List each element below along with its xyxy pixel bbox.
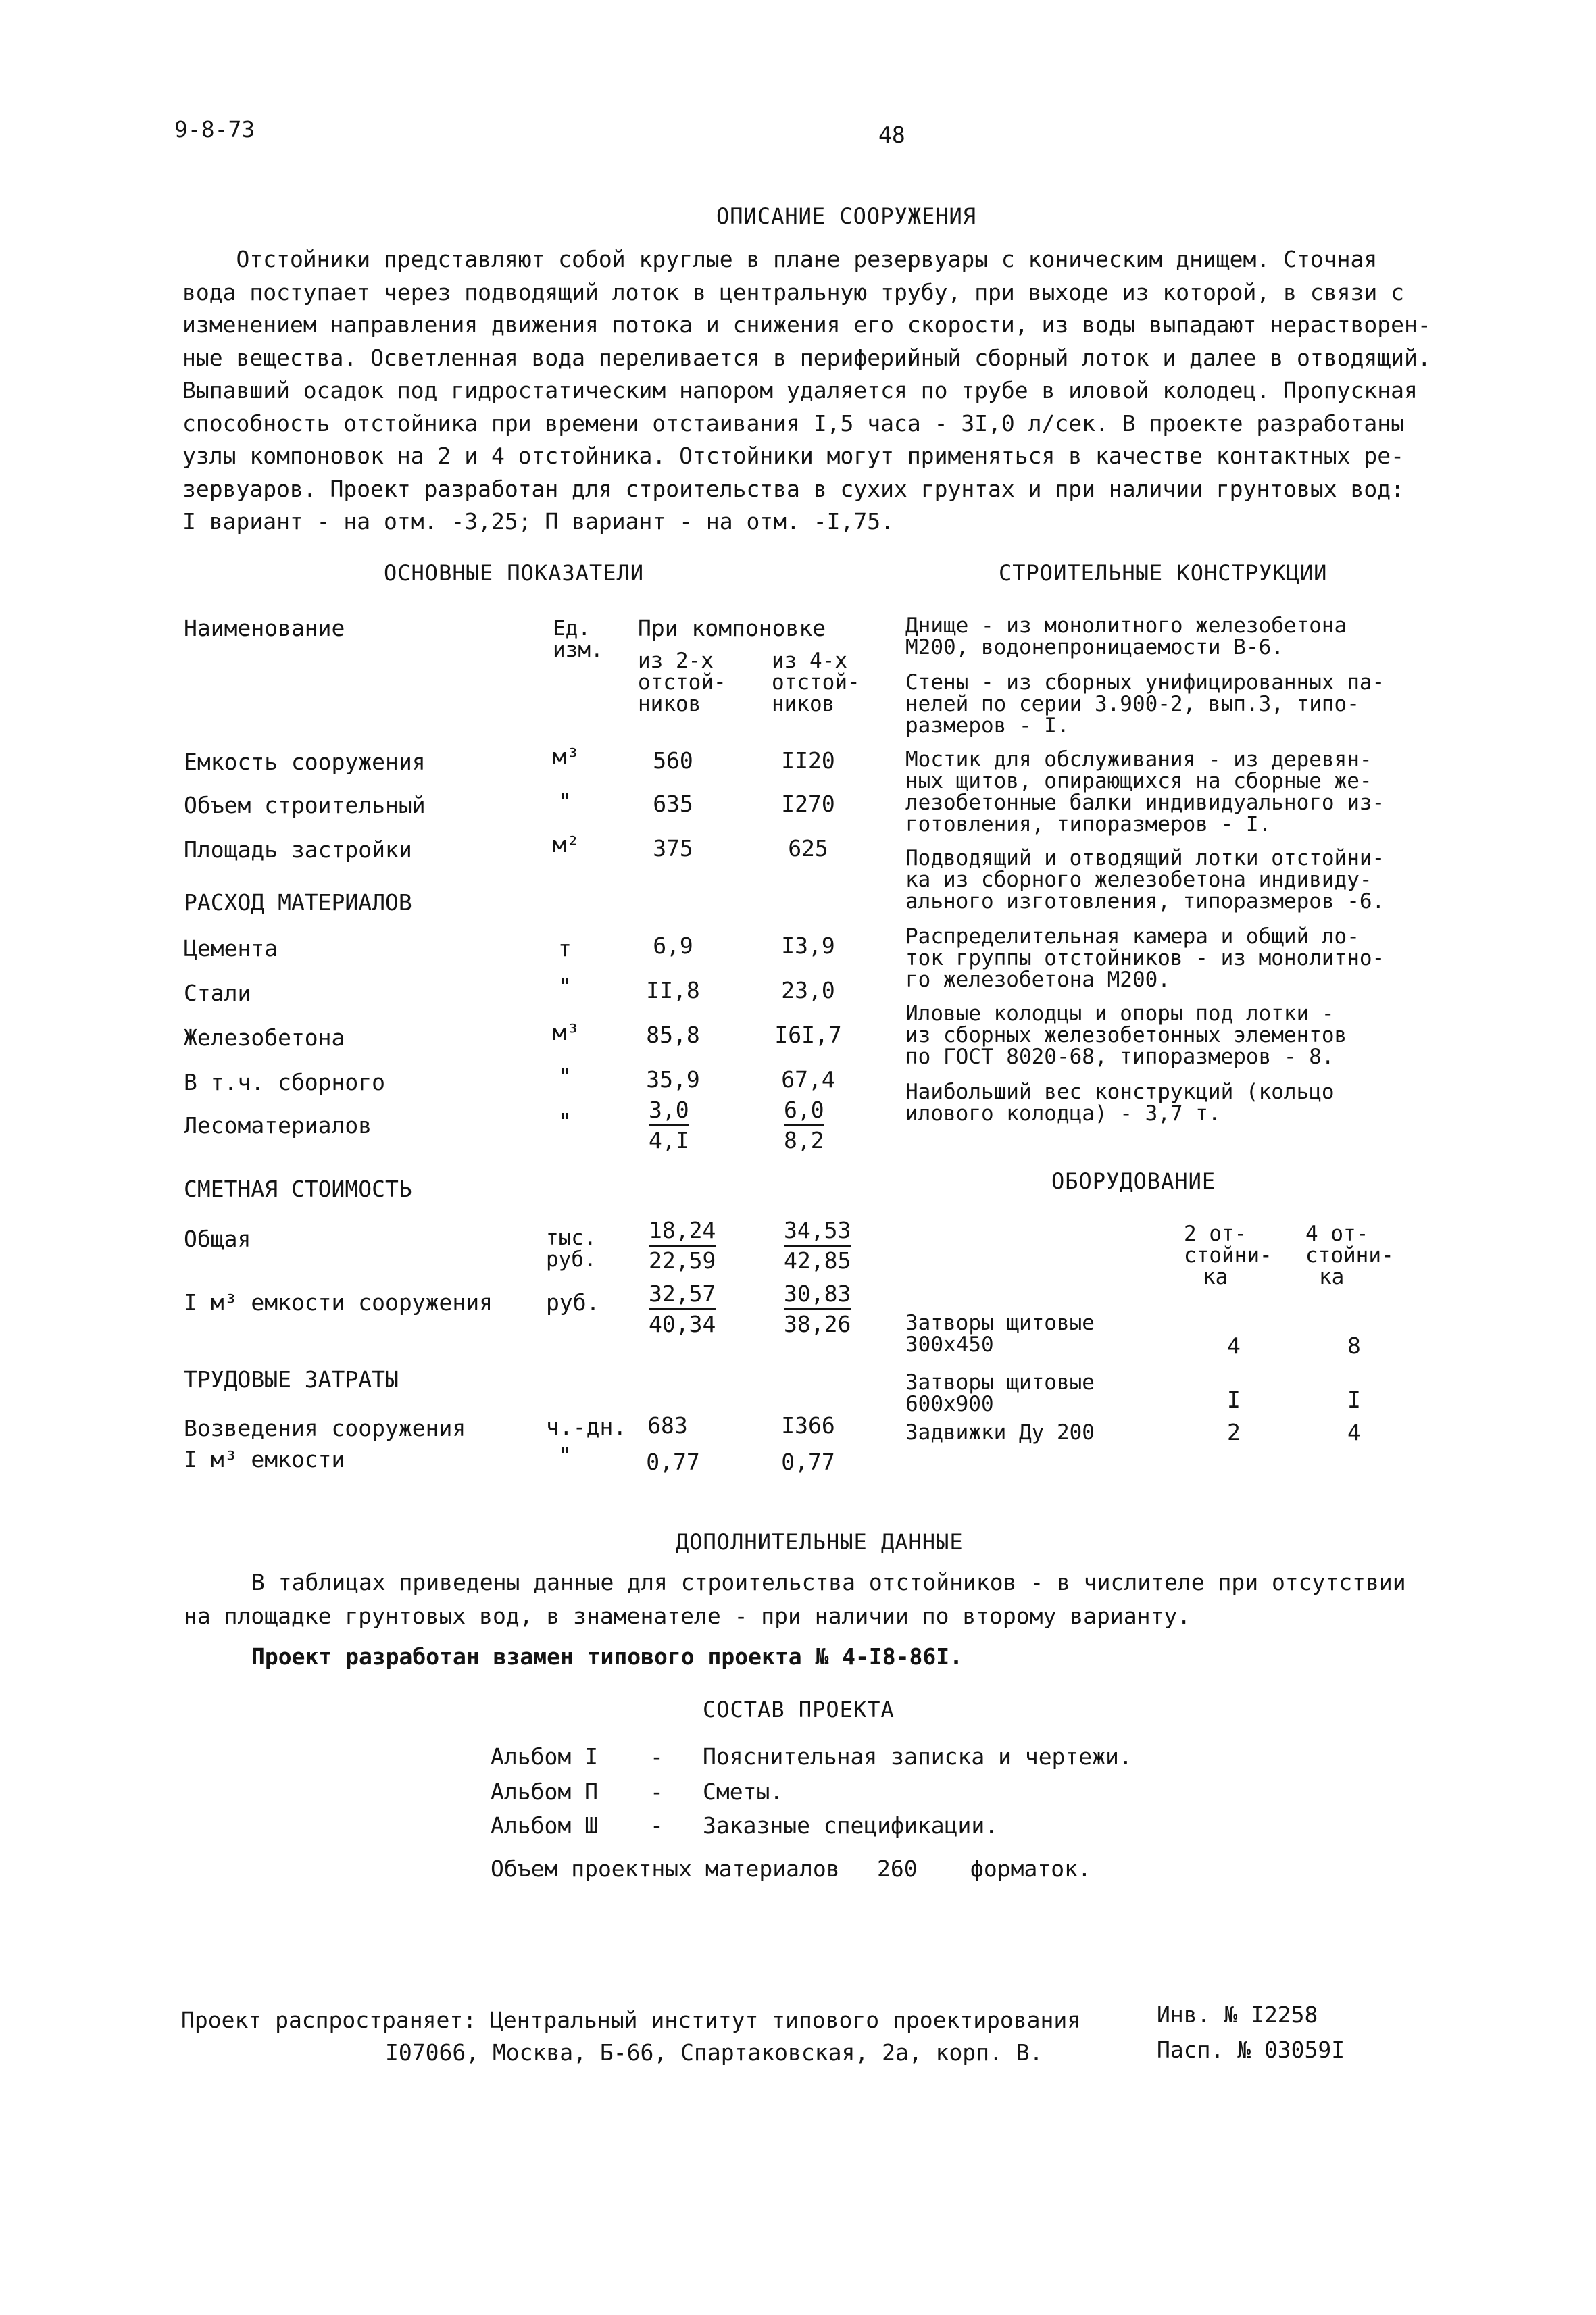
row-steel-v4: 23,0: [781, 977, 835, 1003]
numerator: 3,0: [649, 1096, 689, 1126]
numerator: 32,57: [649, 1280, 716, 1310]
album-name: Альбом Ш: [491, 1812, 598, 1839]
construction-item: Иловые колодцы и опоры под лотки - из сборных железобетонных элементов по ГОСТ 8020-68, типоразмеров - 8.: [905, 1001, 1347, 1069]
row-cost-total-v2: [649, 1216, 716, 1275]
equipment-row-v4: 4: [1347, 1419, 1361, 1445]
construction-item: Подводящий и отводящий лотки отстойни- ка из сборного железобетона индивиду- ального изготовления, типоразмеров -6.: [905, 846, 1385, 914]
row-capacity-v4: II20: [781, 747, 835, 774]
row-labor-total-unit: ч.-дн.: [546, 1414, 627, 1440]
col-header-4: из 4-х отстой- ников: [772, 649, 860, 716]
row-concrete-unit: м³: [553, 1019, 580, 1045]
construction-item: Днище - из монолитного железобетона М200, водонепроницаемости В-6.: [905, 614, 1347, 659]
description-line: ные вещества. Осветленная вода переливается в периферийный сборный лоток и далее в отводящий.: [182, 344, 1431, 371]
row-labor-m3-name: I м³ емкости: [184, 1446, 345, 1472]
row-timber-v2: [649, 1096, 689, 1155]
row-steel-unit: ": [558, 973, 572, 999]
album-dash: -: [650, 1812, 664, 1839]
volume-unit: форматок.: [970, 1856, 1091, 1882]
row-precast-v2: 35,9: [646, 1066, 700, 1093]
construction-item: Стены - из сборных унифицированных па- нелей по серии 3.900-2, вып.3, типо- размеров - I.: [905, 670, 1385, 738]
replacement-note: Проект разработан взамен типового проекта № 4-I8-86I.: [251, 1643, 963, 1670]
row-labor-m3-v2: 0,77: [646, 1449, 700, 1475]
numerator: 34,53: [784, 1216, 851, 1247]
row-concrete-name: Железобетона: [184, 1024, 345, 1051]
denominator: 4,I: [649, 1127, 689, 1153]
row-cement-name: Цемента: [184, 935, 278, 962]
additional-line: В таблицах приведены данные для строительства отстойников - в числителе при отсутствии: [251, 1569, 1406, 1595]
row-timber-unit: ": [558, 1108, 572, 1135]
row-volume-v2: 635: [653, 791, 693, 817]
equipment-row-name: Задвижки Ду 200: [905, 1420, 1095, 1445]
equipment-row-v4: 8: [1347, 1333, 1361, 1359]
volume-value: 260: [877, 1856, 918, 1882]
row-precast-name: В т.ч. сборного: [184, 1069, 386, 1095]
row-cost-total-v4: [784, 1216, 851, 1275]
volume-label: Объем проектных материалов: [491, 1856, 840, 1882]
row-labor-m3-v4: 0,77: [781, 1449, 835, 1475]
denominator: 42,85: [784, 1247, 851, 1274]
numerator: 18,24: [649, 1216, 716, 1247]
row-cost-m3-v4: [784, 1280, 851, 1339]
row-concrete-v4: I6I,7: [774, 1022, 842, 1048]
equipment-col-4: 4 от- стойни- ка: [1305, 1222, 1394, 1289]
cost-section-title: СМЕТНАЯ СТОИМОСТЬ: [184, 1176, 412, 1202]
construction-item: Наибольший вес конструкций (кольцо илового колодца) - 3,7 т.: [905, 1080, 1335, 1126]
denominator: 38,26: [784, 1311, 851, 1337]
album-content: Заказные спецификации.: [703, 1812, 999, 1839]
additional-line: на площадке грунтовых вод, в знаменателе - при наличии по второму варианту.: [184, 1603, 1191, 1629]
description-line: I вариант - на отм. -3,25; П вариант - на отм. -I,75.: [182, 508, 894, 534]
description-title: ОПИСАНИЕ СООРУЖЕНИЯ: [716, 203, 977, 229]
album-name: Альбом П: [491, 1778, 598, 1805]
denominator: 40,34: [649, 1311, 716, 1337]
col-header-2: из 2-х отстой- ников: [638, 649, 726, 716]
labor-section-title: ТРУДОВЫЕ ЗАТРАТЫ: [184, 1366, 399, 1393]
description-line: способность отстойника при времени отстаивания I,5 часа - 3I,0 л/сек. В проекте разработаны: [182, 409, 1404, 437]
row-volume-name: Объем строительный: [184, 792, 426, 818]
materials-section-title: РАСХОД МАТЕРИАЛОВ: [184, 889, 412, 916]
numerator: 30,83: [784, 1280, 851, 1310]
row-volume-v4: I270: [781, 791, 835, 817]
row-cement-v2: 6,9: [653, 932, 693, 959]
col-header-layout: При компоновке: [638, 615, 826, 641]
album-dash: -: [650, 1743, 664, 1770]
row-cost-m3-name: I м³ емкости сооружения: [184, 1289, 493, 1316]
row-cost-total-unit: тыс. руб.: [546, 1226, 597, 1272]
distributor: Проект распространяет: Центральный институт типового проектирования: [181, 2007, 1081, 2033]
row-steel-v2: II,8: [646, 977, 700, 1003]
description-line: Отстойники представляют собой круглые в плане резервуары с коническим днищем. Сточная: [182, 246, 1378, 272]
row-concrete-v2: 85,8: [646, 1022, 700, 1048]
indicators-title: ОСНОВНЫЕ ПОКАЗАТЕЛИ: [384, 560, 645, 586]
equipment-row-v2: 4: [1227, 1333, 1241, 1359]
equipment-row-v2: I: [1227, 1387, 1241, 1413]
description-line: Выпавший осадок под гидростатическим напором удаляется по трубе в иловой колодец. Пропускная: [182, 377, 1418, 403]
row-volume-unit: ": [558, 788, 572, 814]
row-area-unit: м²: [553, 831, 580, 857]
row-capacity-name: Емкость сооружения: [184, 749, 426, 775]
description-line: узлы компоновок на 2 и 4 отстойника. Отстойники могут применяться в качестве контактных ре-: [182, 443, 1404, 469]
construction-item: Распределительная камера и общий ло- ток группы отстойников - из монолитно- го железобетона М200.: [905, 924, 1385, 992]
address: I07066, Москва, Б-66, Спартаковская, 2а, корп. В.: [385, 2039, 1043, 2066]
album-content: Сметы.: [703, 1778, 784, 1805]
constructions-title: СТРОИТЕЛЬНЫЕ КОНСТРУКЦИИ: [999, 560, 1328, 586]
description-line: вода поступает через подводящий лоток в центральную трубу, при выходе из которой, в связи с: [182, 278, 1404, 305]
description-line: изменением направления движения потока и снижения его скорости, из воды выпадают нерастворен-: [182, 312, 1431, 338]
col-header-unit: Ед. изм.: [553, 616, 603, 662]
inventory-number: Инв. № I2258: [1157, 2001, 1318, 2028]
row-capacity-v2: 560: [653, 747, 693, 774]
construction-item: Мостик для обслуживания - из деревян- ных щитов, опирающихся на сборные же- лезобетонные балки индивидуального из- готовления, типоразмеров - I.: [905, 747, 1385, 837]
row-cost-total-name: Общая: [184, 1226, 251, 1252]
equipment-title: ОБОРУДОВАНИЕ: [1051, 1168, 1216, 1194]
album-dash: -: [650, 1778, 664, 1805]
row-cost-m3-v2: [649, 1280, 716, 1339]
row-timber-v4: [784, 1096, 824, 1155]
equipment-row-name: Затворы щитовые 300x450: [905, 1311, 1095, 1357]
equipment-row-v4: I: [1347, 1387, 1361, 1413]
doc-code: 9-8-73: [174, 116, 255, 143]
additional-title: ДОПОЛНИТЕЛЬНЫЕ ДАННЫЕ: [676, 1529, 964, 1555]
row-precast-unit: ": [558, 1064, 572, 1090]
row-precast-v4: 67,4: [781, 1066, 835, 1093]
row-cement-v4: I3,9: [781, 932, 835, 959]
equipment-col-2: 2 от- стойни- ка: [1184, 1222, 1272, 1289]
row-area-v2: 375: [653, 835, 693, 862]
denominator: 8,2: [784, 1127, 824, 1153]
row-steel-name: Стали: [184, 980, 251, 1006]
description-text: [182, 243, 1431, 539]
row-cost-m3-unit: руб.: [546, 1289, 600, 1316]
row-labor-total-name: Возведения сооружения: [184, 1415, 466, 1441]
row-area-v4: 625: [788, 835, 828, 862]
row-labor-m3-unit: ": [558, 1442, 572, 1468]
col-header-name: Наименование: [184, 615, 345, 641]
row-labor-total-v2: 683: [647, 1412, 688, 1439]
description-line: зервуаров. Проект разработан для строительства в сухих грунтах и при наличии грунтовых вод:: [182, 475, 1404, 502]
row-timber-name: Лесоматериалов: [184, 1112, 372, 1139]
denominator: 22,59: [649, 1247, 716, 1274]
row-cement-unit: т: [558, 935, 572, 962]
equipment-row-name: Затворы щитовые 600x900: [905, 1370, 1095, 1416]
row-area-name: Площадь застройки: [184, 837, 412, 863]
row-capacity-unit: м³: [553, 743, 580, 770]
album-name: Альбом I: [491, 1743, 598, 1770]
passport-number: Пасп. № 03059I: [1157, 2037, 1345, 2063]
composition-title: СОСТАВ ПРОЕКТА: [703, 1697, 895, 1722]
album-content: Пояснительная записка и чертежи.: [703, 1743, 1132, 1770]
numerator: 6,0: [784, 1096, 824, 1126]
row-labor-total-v4: I366: [781, 1412, 835, 1439]
equipment-row-v2: 2: [1227, 1419, 1241, 1445]
page-number: 48: [878, 122, 905, 148]
